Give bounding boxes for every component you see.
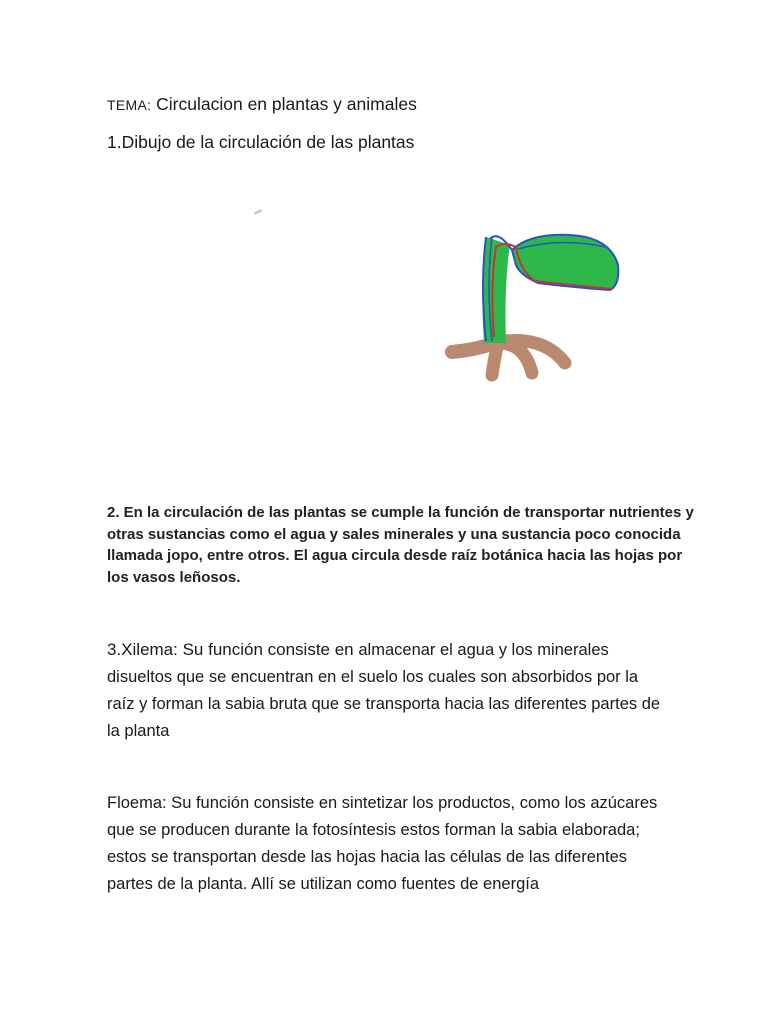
plant-roots [452, 340, 565, 375]
stray-mark [254, 209, 262, 214]
p2-prefix: 2. En la [107, 504, 164, 521]
topic-title [107, 94, 417, 115]
topic-label: TEMA: [107, 97, 152, 113]
paragraph-3-xilema [107, 636, 667, 745]
plant-stem [482, 237, 510, 343]
drawing-caption: 1.Dibujo de la circulación de las plantas [107, 132, 415, 152]
xilema-text: almacenar el agua y los minerales disueltos que se encuentran en el suelo los cuales son absorbidos por la raíz y forman la sabia bruta que se transporta hacia las diferentes partes de la planta [107, 641, 661, 740]
paragraph-floema: Floema: Su función consiste en sintetizar los productos, como los azúcares que se producen durante la fotosíntesis estos forman la sabia elaborada; estos se transportan desde las hojas hacia las células de las diferentes partes de la planta. Allí se utilizan como fuentes de energía [107, 794, 658, 893]
p2-bold: circulación de las plantas [163, 504, 347, 521]
xilema-heading: 3.Xilema: Su función consiste en [107, 640, 359, 659]
topic-text: Circulacion en plantas y animales [151, 94, 417, 114]
paragraph-2 [107, 502, 707, 588]
p2-rest: se cumple la función de transportar nutrientes y otras sustancias como el agua y sales minerales y una sustancia poco conocida llamada jopo, entre otros. El agua circula desde raíz botánica hacia las hojas por los vasos leñosos. [107, 504, 694, 586]
plant-drawing [420, 225, 640, 395]
